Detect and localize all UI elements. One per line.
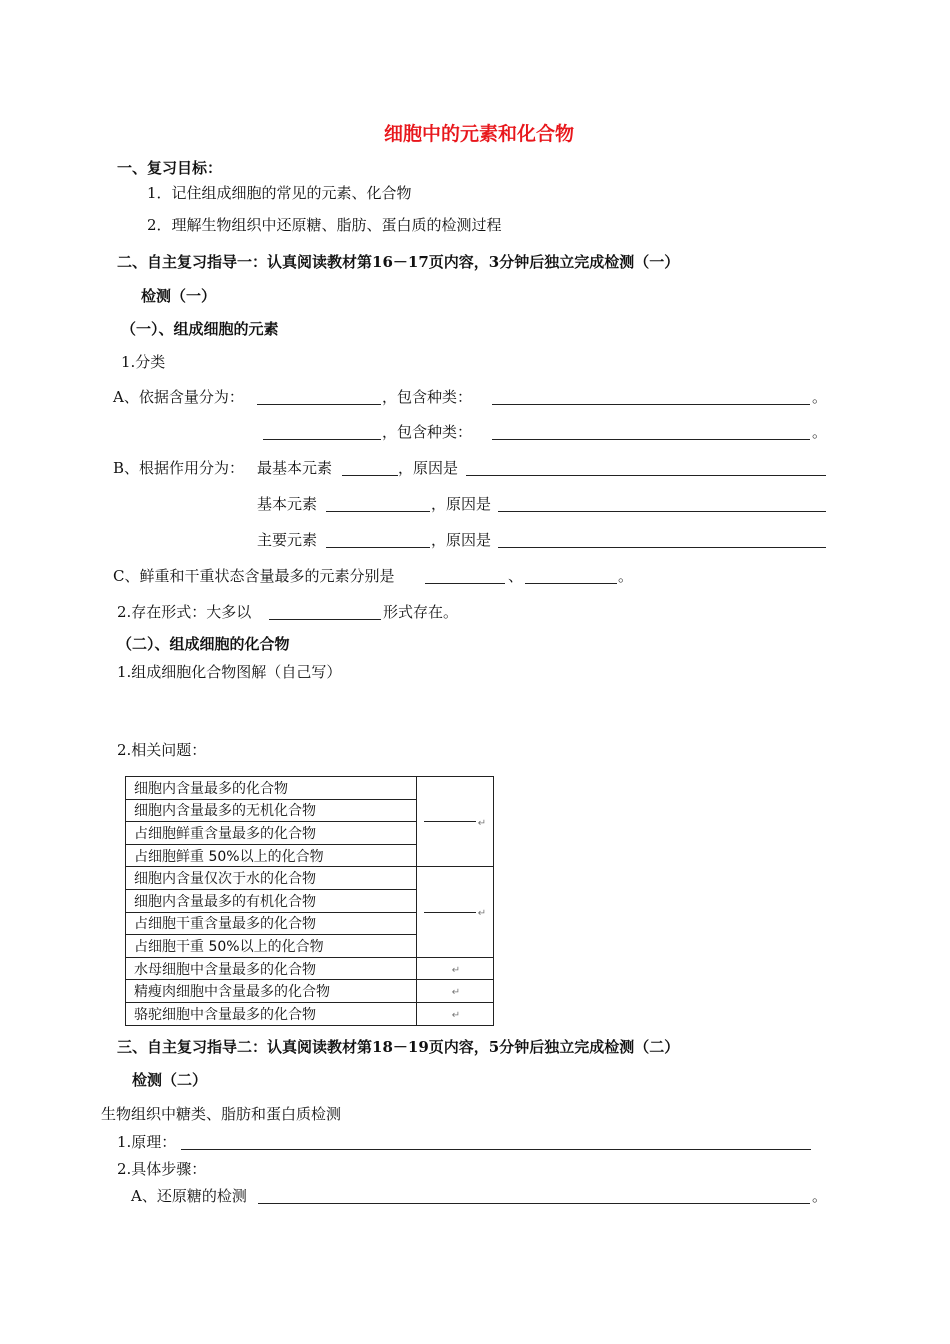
return-mark-icon: ↵ — [451, 964, 461, 976]
sugar-blank[interactable] — [258, 1190, 810, 1207]
c-text: C、鲜重和干重状态含量最多的元素分别是 — [113, 567, 395, 585]
table-cell: 占细胞干重含量最多的化合物 — [126, 912, 417, 935]
table-row — [126, 1002, 494, 1025]
return-mark-icon: ↵ — [451, 1009, 461, 1021]
b-label: B、根据作用分为： — [113, 459, 245, 477]
c-separator: 、 — [508, 567, 524, 585]
a-label: A、依据含量分为： — [113, 388, 244, 406]
table-cell: 细胞内含量最多的无机化合物 — [126, 799, 417, 822]
a-blank-4[interactable] — [492, 426, 810, 443]
table-cell: 占细胞干重 50%以上的化合物 — [126, 935, 417, 958]
a-blank-1[interactable] — [257, 391, 381, 408]
b-blank-1[interactable] — [342, 462, 398, 479]
table-cell: 占细胞鲜重 50%以上的化合物 — [126, 844, 417, 867]
section-2-heading: 二、自主复习指导一：认真阅读教材第16－17页内容，3分钟后独立完成检测（一） — [117, 253, 680, 271]
table-row — [126, 980, 494, 1003]
answer-cell-group-1[interactable] — [417, 777, 494, 867]
goal-2: 2．理解生物组织中还原糖、脂肪、蛋白质的检测过程 — [147, 216, 502, 234]
table-cell: 精瘦肉细胞中含量最多的化合物 — [126, 980, 417, 1003]
b-reason-blank-2[interactable] — [498, 498, 826, 515]
answer-cell-group-2[interactable] — [417, 867, 494, 957]
steps-label: 2.具体步骤： — [117, 1160, 207, 1178]
part-2-heading: （二）、组成细胞的化合物 — [117, 635, 290, 653]
b-basic-label: 基本元素 — [257, 495, 318, 513]
b-reason-1: ，原因是 — [398, 459, 459, 477]
c-end: 。 — [618, 567, 634, 585]
answer-cell[interactable] — [417, 957, 494, 980]
sugar-label: A、还原糖的检测 — [131, 1187, 247, 1205]
table-cell: 细胞内含量最多的化合物 — [126, 777, 417, 800]
exist-post: 形式存在。 — [383, 603, 459, 621]
table-row — [126, 867, 494, 890]
table-row — [126, 957, 494, 980]
a-end-2: 。 — [812, 423, 828, 441]
exist-blank[interactable] — [269, 606, 381, 623]
return-mark-icon: ↵ — [477, 817, 487, 829]
answer-cell[interactable] — [417, 980, 494, 1003]
b-reason-blank-3[interactable] — [498, 534, 826, 551]
detection-topic: 生物组织中糖类、脂肪和蛋白质检测 — [101, 1105, 342, 1123]
section-1-heading: 一、复习目标： — [117, 159, 223, 177]
sugar-end: 。 — [812, 1187, 828, 1205]
b-main-label: 主要元素 — [257, 531, 318, 549]
check-2-label: 检测（二） — [132, 1071, 208, 1089]
principle-label: 1.原理： — [117, 1133, 177, 1151]
classify-label: 1.分类 — [121, 353, 166, 371]
table-cell: 细胞内含量仅次于水的化合物 — [126, 867, 417, 890]
section-3-heading: 三、自主复习指导二：认真阅读教材第18－19页内容，5分钟后独立完成检测（二） — [117, 1038, 680, 1056]
b-reason-blank-1[interactable] — [466, 462, 826, 479]
b-blank-2[interactable] — [326, 498, 430, 515]
return-mark-icon: ↵ — [451, 987, 461, 999]
part-1-heading: （一）、组成细胞的元素 — [121, 320, 279, 338]
c-blank-1[interactable] — [425, 570, 505, 587]
b-reason-3: ，原因是 — [431, 531, 492, 549]
related-label: 2.相关问题： — [117, 741, 207, 759]
check-1-label: 检测（一） — [141, 287, 217, 305]
compound-table — [125, 776, 494, 1026]
a-blank-3[interactable] — [263, 426, 381, 443]
a-end: 。 — [812, 388, 828, 406]
b-blank-3[interactable] — [326, 534, 430, 551]
table-cell: 占细胞鲜重含量最多的化合物 — [126, 822, 417, 845]
principle-blank[interactable] — [181, 1136, 811, 1153]
a-blank-2[interactable] — [492, 391, 810, 408]
table-cell: 骆驼细胞中含量最多的化合物 — [126, 1002, 417, 1025]
c-blank-2[interactable] — [525, 570, 617, 587]
goal-1: 1．记住组成细胞的常见的元素、化合物 — [147, 184, 412, 202]
answer-blank[interactable] — [424, 821, 476, 822]
b-reason-2: ，原因是 — [431, 495, 492, 513]
return-mark-icon: ↵ — [477, 908, 487, 920]
page-title: 细胞中的元素和化合物 — [384, 123, 575, 145]
table-cell: 水母细胞中含量最多的化合物 — [126, 957, 417, 980]
table-cell: 细胞内含量最多的有机化合物 — [126, 889, 417, 912]
a-mid-text: ，包含种类： — [382, 388, 473, 406]
b-basic-most-label: 最基本元素 — [257, 459, 333, 477]
diagram-label: 1.组成细胞化合物图解（自己写） — [117, 663, 342, 681]
exist-pre: 2.存在形式：大多以 — [117, 603, 252, 621]
table-row — [126, 777, 494, 800]
a-mid-text-2: ，包含种类： — [382, 423, 473, 441]
answer-blank[interactable] — [424, 912, 476, 913]
answer-cell[interactable] — [417, 1002, 494, 1025]
